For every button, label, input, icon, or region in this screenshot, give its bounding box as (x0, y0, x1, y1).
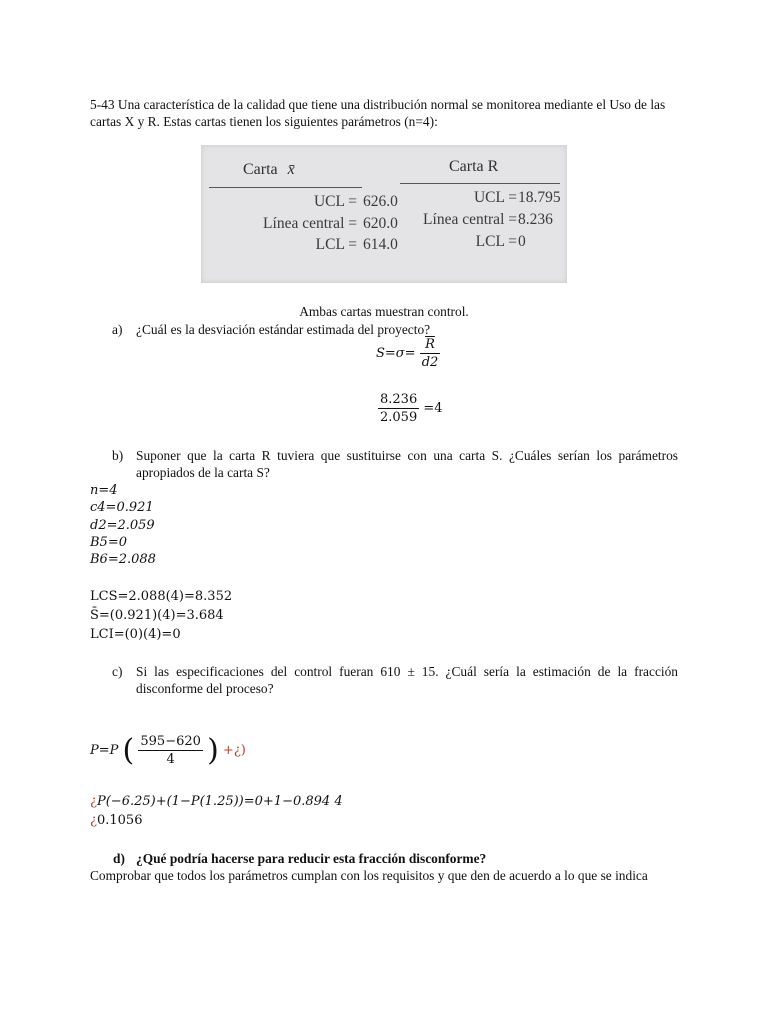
question-c-text: Si las especificaciones del control fueran 610 ± 15. ¿Cuál sería la estimación de la fracción disconforme del proceso? (136, 664, 678, 696)
x-header-rule (209, 187, 362, 188)
question-d-answer: Comprobar que todos los parámetros cumplan con los requisitos y que den de acuerdo a lo que se indica (90, 868, 648, 883)
x-lcl-label: LCL = (315, 236, 357, 253)
formula-result: ¿0.1056 (90, 813, 143, 828)
question-c-marker: c) (112, 664, 123, 679)
question-d-marker: d) (113, 851, 125, 866)
formula-probability-sum: ¿P(−6.25)+(1−P(1.25))=0+1−0.894 4 (90, 794, 343, 809)
r-lcl-label: LCL = (475, 233, 517, 250)
both-charts-control-note: Ambas cartas muestran control. (299, 304, 469, 319)
x-ucl-value: 626.0 (363, 193, 398, 210)
r-lcl-value: 0 (518, 233, 526, 250)
limit-lcs: LCS=2.088(4)=8.352 (90, 589, 233, 604)
param-c4: c4=0.921 (90, 500, 154, 516)
x-center-value: 620.0 (363, 215, 398, 232)
limit-s-bar: S̄=(0.921)(4)=3.684 (90, 608, 224, 623)
formula-fraction-nonconforming: P=P ( $\frac{595-620}{4}$ ) +¿) (90, 733, 246, 768)
x-chart-header: Carta x̄ (243, 161, 295, 178)
question-a-text: ¿Cuál es la desviación estándar estimada del proyecto? (136, 322, 431, 337)
param-n: n=4 (90, 483, 118, 498)
question-b-text: Suponer que la carta R tuviera que sustituirse con una carta S. ¿Cuáles serían los parámetros apropiados de la carta S? (136, 448, 678, 480)
r-header-rule (400, 183, 560, 184)
r-ucl-value: 18.795 (518, 189, 561, 206)
param-b6: B6=2.088 (90, 552, 156, 568)
r-ucl-label: UCL = (473, 189, 517, 206)
s-chart-parameters (90, 482, 156, 568)
question-a-marker: a) (112, 322, 123, 337)
question-b-marker: b) (112, 448, 124, 463)
r-chart-header: Carta R (449, 158, 499, 175)
formula-sigma-calculation: $\frac{8.236}{2.059}$ =4 (380, 392, 443, 425)
x-ucl-label: UCL = (313, 193, 357, 210)
x-center-label: Línea central = (263, 215, 357, 232)
param-b5: B5=0 (90, 534, 127, 550)
formula-sigma-r-over-d2: S=σ= $\frac{\overline{R}}{d2}$ (376, 337, 439, 370)
x-lcl-value: 614.0 (363, 236, 398, 253)
r-center-label: Línea central = (423, 211, 517, 228)
control-chart-parameters-image (201, 145, 567, 283)
param-d2: d2=2.059 (90, 517, 155, 533)
problem-intro: 5-43 Una característica de la calidad que tiene una distribución normal se monitorea mediante el Uso de las cartas X y R. Estas cartas tienen los siguientes parámetros (n=4): (90, 97, 666, 129)
question-d-text: ¿Qué podría hacerse para reducir esta fracción disconforme? (136, 851, 487, 866)
s-chart-limits (90, 587, 232, 644)
r-center-value: 8.236 (518, 211, 553, 228)
limit-lci: LCI=(0)(4)=0 (90, 627, 181, 642)
